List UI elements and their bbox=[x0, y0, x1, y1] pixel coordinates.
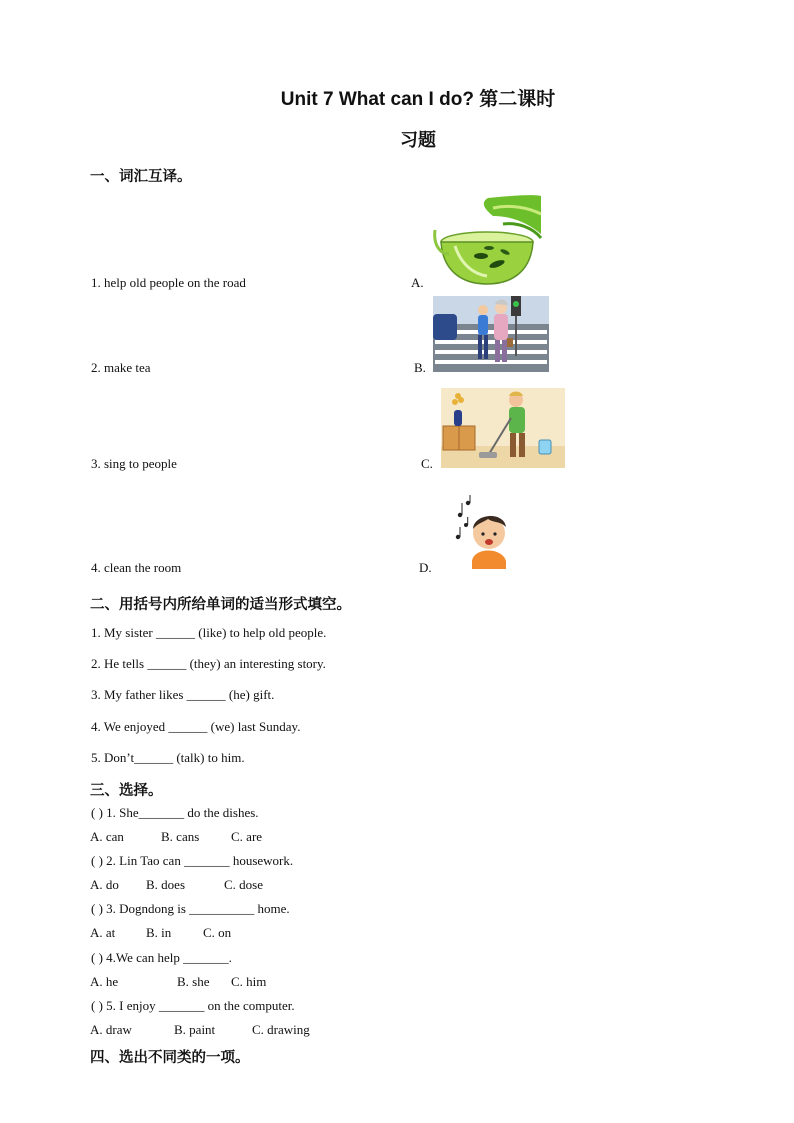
choice-option-2c: C. dose bbox=[224, 877, 263, 892]
vocab-letter-b: B. bbox=[414, 360, 426, 375]
choice-option-1a: A. can bbox=[90, 829, 124, 844]
page-subtitle: 习题 bbox=[400, 130, 436, 151]
choice-option-2b: B. does bbox=[146, 877, 185, 892]
choice-option-4a: A. he bbox=[90, 974, 119, 989]
choice-question-4: ( ) 4.We can help _______. bbox=[91, 950, 232, 965]
cleaning-room-image bbox=[441, 388, 565, 468]
choice-option-5a: A. draw bbox=[90, 1022, 132, 1037]
section-3-heading: 三、选择。 bbox=[90, 783, 163, 799]
choice-question-1: ( ) 1. She_______ do the dishes. bbox=[91, 805, 259, 820]
choice-option-3c: C. on bbox=[203, 925, 232, 940]
fill-item-2: 2. He tells ______ (they) an interesting story. bbox=[91, 656, 326, 671]
choice-option-3b: B. in bbox=[146, 925, 172, 940]
vocab-letter-a: A. bbox=[411, 275, 424, 290]
vocab-item-4: 4. clean the room bbox=[91, 560, 182, 575]
choice-option-4b: B. she bbox=[177, 974, 210, 989]
vocab-letter-c: C. bbox=[421, 456, 433, 471]
choice-option-5c: C. drawing bbox=[252, 1022, 310, 1037]
choice-question-5: ( ) 5. I enjoy _______ on the computer. bbox=[91, 998, 295, 1013]
tea-cup-image bbox=[433, 194, 543, 288]
vocab-item-3: 3. sing to people bbox=[91, 456, 177, 471]
section-4-heading: 四、选出不同类的一项。 bbox=[90, 1050, 250, 1066]
vocab-item-2: 2. make tea bbox=[91, 360, 151, 375]
choice-option-2a: A. do bbox=[90, 877, 119, 892]
section-2-heading: 二、用括号内所给单词的适当形式填空。 bbox=[90, 597, 351, 613]
fill-item-3: 3. My father likes ______ (he) gift. bbox=[91, 687, 275, 702]
choice-option-1c: C. are bbox=[231, 829, 263, 844]
choice-option-1b: B. cans bbox=[161, 829, 200, 844]
choice-option-5b: B. paint bbox=[174, 1022, 216, 1037]
choice-question-3: ( ) 3. Dogndong is __________ home. bbox=[91, 901, 290, 916]
fill-item-4: 4. We enjoyed ______ (we) last Sunday. bbox=[91, 719, 301, 734]
fill-item-1: 1. My sister ______ (like) to help old people. bbox=[91, 625, 327, 640]
vocab-item-1: 1. help old people on the road bbox=[91, 275, 246, 290]
fill-item-5: 5. Don’t______ (talk) to him. bbox=[91, 750, 245, 765]
choice-question-2: ( ) 2. Lin Tao can _______ housework. bbox=[91, 853, 294, 868]
section-1-heading: 一、词汇互译。 bbox=[90, 169, 192, 185]
crossing-road-image bbox=[433, 296, 549, 372]
choice-option-3a: A. at bbox=[90, 925, 116, 940]
boy-singing-image bbox=[452, 495, 522, 573]
page-title: Unit 7 What can I do? 第二课时 bbox=[280, 89, 556, 110]
choice-option-4c: C. him bbox=[231, 974, 267, 989]
vocab-letter-d: D. bbox=[419, 560, 432, 575]
